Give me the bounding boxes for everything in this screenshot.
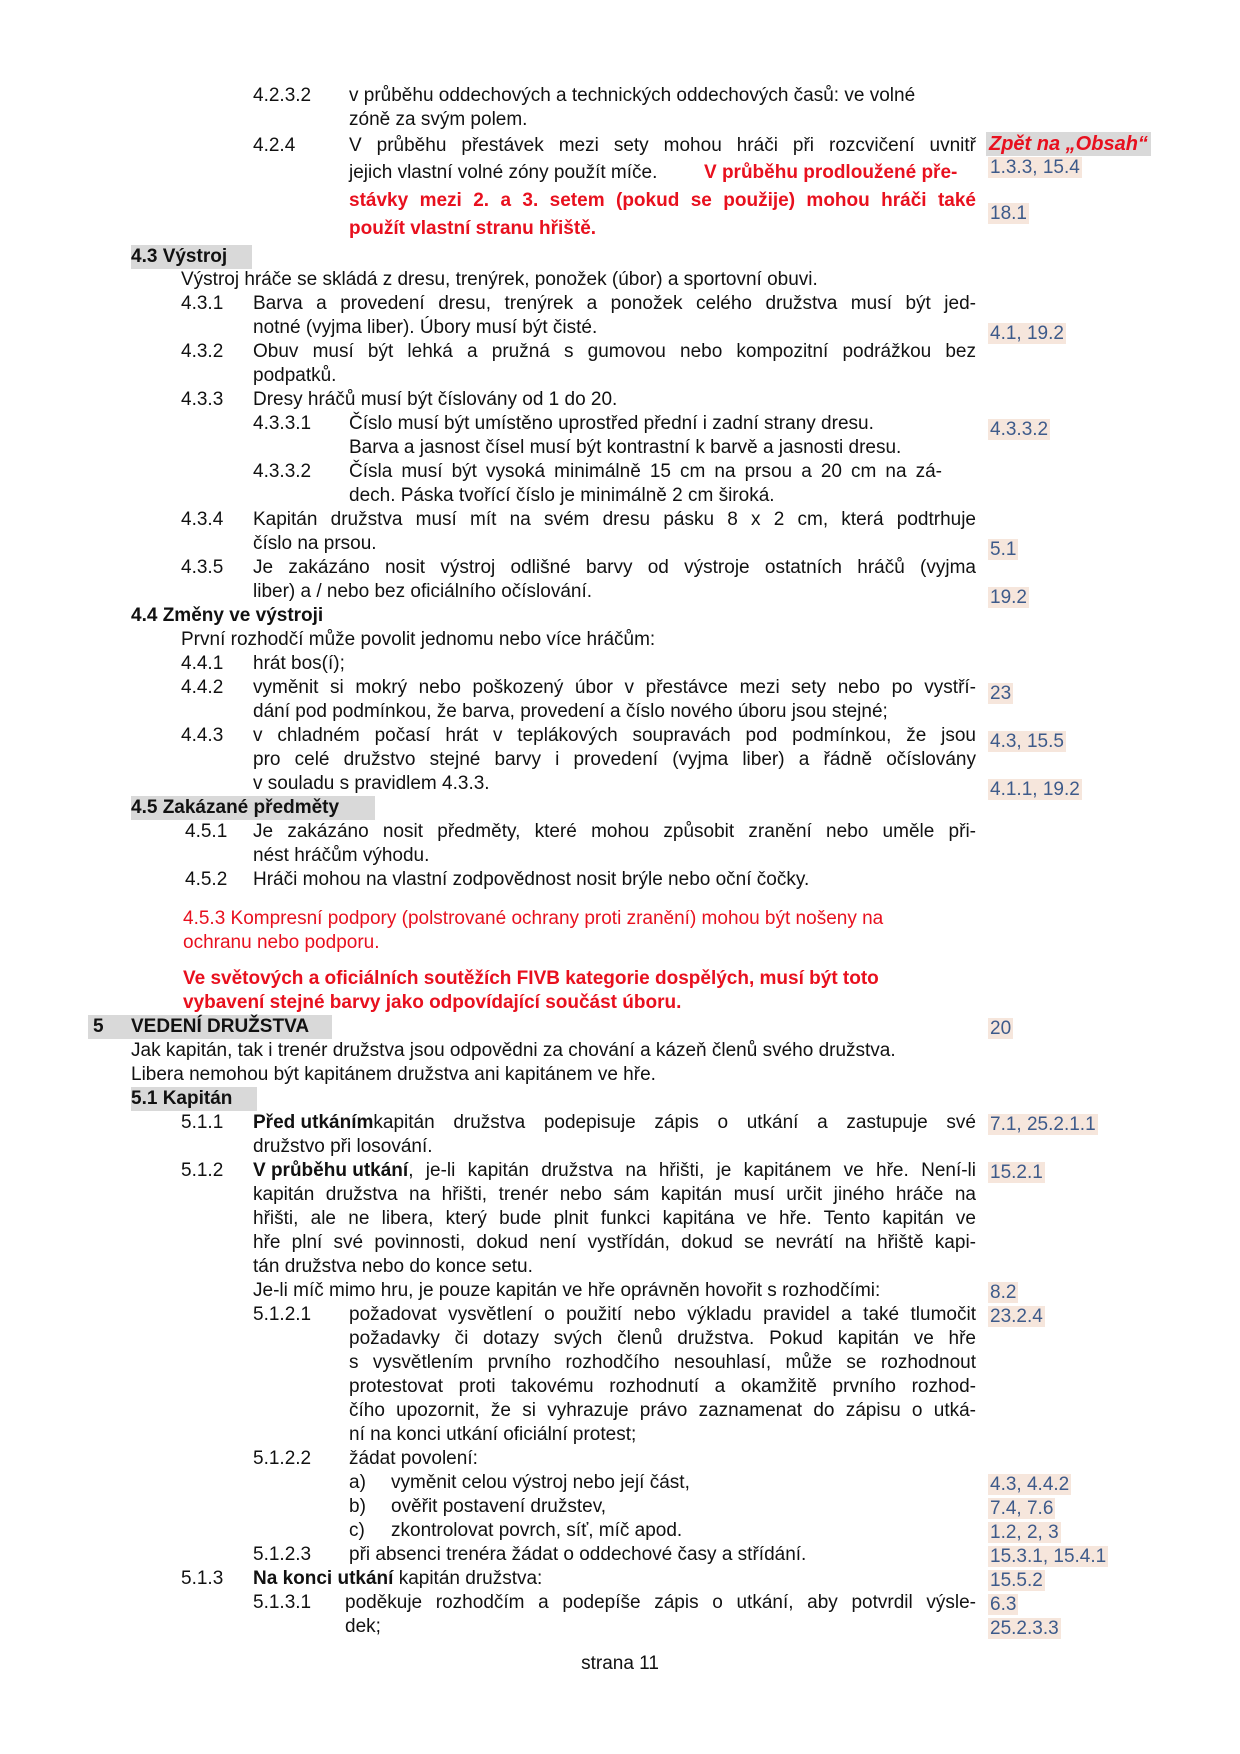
rule-text-rest: , je-li kapitán družstva na hřišti, je kapitánem ve hře. Není-li (408, 1160, 976, 1181)
rule-text: Kapitán družstva musí mít na svém dresu pásku 8 x 2 cm, která podtrhuje (253, 509, 976, 530)
rule-number: 4.3.1 (181, 293, 224, 314)
reference-link[interactable]: 23.2.4 (990, 1306, 1043, 1327)
rule-text-amended: ochranu nebo podporu. (183, 932, 380, 953)
rule-number: 4.3.5 (181, 557, 224, 578)
margin-reference[interactable] (988, 1113, 1098, 1137)
rule-text-amended: vybavení stejné barvy jako odpovídající součást úboru. (183, 992, 682, 1013)
rule-lead-bold: Na konci utkání (253, 1568, 394, 1589)
reference-link[interactable]: 19.2 (990, 587, 1027, 608)
reference-link[interactable]: 4.1, 19.2 (990, 323, 1064, 344)
margin-reference[interactable] (988, 1545, 1108, 1569)
rule-text-amended: 4.5.3 Kompresní podpory (polstrované ochrany proti zranění) mohou být nošeny na (183, 908, 884, 929)
reference-link[interactable]: 4.3, 15.5 (990, 731, 1064, 752)
reference-link[interactable]: 4.1.1, 19.2 (990, 779, 1080, 800)
rule-text-amended: stávky mezi 2. a 3. setem (pokud se použije) mohou hráči také (349, 190, 976, 211)
list-item: ověřit postavení družstev, (391, 1496, 607, 1517)
rule-text: družstvo při losování. (253, 1136, 433, 1157)
reference-link[interactable]: 4.3, 4.4.2 (990, 1474, 1070, 1495)
reference-link[interactable]: 7.4, 7.6 (990, 1498, 1054, 1519)
rule-number: 4.5.2 (185, 869, 228, 890)
rule-text: požadovat vysvětlení o použití nebo výkladu pravidel a také tlumočit (349, 1304, 976, 1325)
margin-reference[interactable] (988, 1473, 1071, 1497)
rule-text: při absenci trenéra žádat o oddechové časy a střídání. (349, 1544, 807, 1565)
rule-text: Čísla musí být vysoká minimálně 15 cm na prsou a 20 cm na zá- (349, 461, 942, 482)
margin-reference[interactable] (988, 1497, 1055, 1521)
rule-text: dání pod podmínkou, že barva, provedení a číslo nového úboru jsou stejné; (253, 701, 888, 722)
margin-reference[interactable] (988, 1017, 1013, 1041)
rule-text-rest: kapitán družstva: (393, 1568, 543, 1589)
reference-link[interactable]: 5.1 (990, 539, 1017, 560)
reference-link[interactable]: 15.2.1 (990, 1162, 1043, 1183)
paragraph: Libera nemohou být kapitánem družstva ani kapitánem ve hře. (131, 1064, 656, 1085)
rule-number: 5.1.2.3 (253, 1544, 312, 1565)
rule-text: ní na konci utkání oficiální protest; (349, 1424, 637, 1445)
paragraph: První rozhodčí může povolit jednomu nebo více hráčům: (181, 629, 656, 650)
rule-text: V průběhu přestávek mezi sety mohou hráči při rozcvičení uvnitř (349, 135, 976, 156)
rule-number: 4.3.4 (181, 509, 224, 530)
section-heading-5-1: 5.1 Kapitán (131, 1087, 257, 1111)
rule-lead-bold: Před utkáním (253, 1112, 374, 1133)
rule-text: hřišti, ale ne libera, který bude plnit funkci kapitána ve hře. Tento kapitán ve (253, 1208, 976, 1229)
rule-number: 4.3.3.2 (253, 461, 312, 482)
margin-reference[interactable] (988, 202, 1029, 226)
section-heading-4-4: 4.4 Změny ve výstroji (131, 605, 324, 626)
reference-link[interactable]: 4.3.3.2 (990, 419, 1049, 440)
margin-reference[interactable] (988, 1569, 1045, 1593)
rule-text: vyměnit si mokrý nebo poškozený úbor v přestávce mezi sety nebo po vystří- (253, 677, 976, 698)
rule-number: 4.4.2 (181, 677, 224, 698)
reference-link[interactable]: 15.3.1, 15.4.1 (990, 1546, 1107, 1567)
margin-reference[interactable] (988, 778, 1082, 802)
rule-text: liber) a / nebo bez oficiálního očíslování. (253, 581, 593, 602)
reference-link[interactable]: 1.2, 2, 3 (990, 1522, 1059, 1543)
rule-number: 5.1.3.1 (253, 1592, 312, 1613)
rule-text: v souladu s pravidlem 4.3.3. (253, 773, 490, 794)
rule-number: 5.1.1 (181, 1112, 224, 1133)
rule-text: podpatků. (253, 365, 337, 386)
reference-link[interactable]: 18.1 (990, 203, 1027, 224)
reference-link[interactable]: 25.2.3.3 (990, 1618, 1059, 1639)
rule-text (253, 1159, 976, 1183)
margin-reference[interactable] (988, 1617, 1061, 1641)
rule-text: číslo na prsou. (253, 533, 377, 554)
rule-lead-bold: V průběhu utkání (253, 1160, 409, 1181)
rule-text: zóně za svým polem. (349, 109, 528, 130)
rule-number: 5.1.2 (181, 1160, 224, 1181)
chapter-heading-5: VEDENÍ DRUŽSTVA (131, 1016, 310, 1037)
rule-text: v chladném počasí hrát v teplákových soupravách pod podmínkou, že jsou (253, 725, 976, 746)
rule-text: dech. Páska tvořící číslo je minimálně 2 cm široká. (349, 485, 775, 506)
rule-text: Barva a jasnost čísel musí být kontrastní k barvě a jasnosti dresu. (349, 437, 902, 458)
rule-number: 4.3.3.1 (253, 413, 312, 434)
rule-text: v průběhu oddechových a technických oddechových časů: ve volné (349, 85, 916, 106)
rule-text: notné (vyjma liber). Úbory musí být čisté. (253, 317, 598, 338)
rule-text: hře plní své povinnosti, dokud není vystřídán, dokud se nevrátí na hřiště kapi- (253, 1232, 976, 1253)
margin-reference[interactable] (988, 1161, 1045, 1185)
reference-link[interactable]: 1.3.3, 15.4 (990, 157, 1080, 178)
margin-reference[interactable] (988, 1593, 1018, 1617)
list-item: vyměnit celou výstroj nebo její část, (391, 1472, 690, 1493)
back-to-contents-link[interactable]: Zpět na „Obsah“ (986, 132, 1151, 156)
paragraph: Jak kapitán, tak i trenér družstva jsou odpovědni za chování a kázeň členů svého družstva. (131, 1040, 896, 1061)
rule-text: protestovat proti takovému rozhodnutí a okamžitě prvního rozhod- (349, 1376, 976, 1397)
paragraph: Výstroj hráče se skládá z dresu, trenýrek, ponožek (úbor) a sportovní obuvi. (181, 269, 818, 290)
section-heading-4-5: 4.5 Zakázané předměty (131, 796, 375, 820)
rule-text (253, 1567, 542, 1591)
rule-text: Hráči mohou na vlastní zodpovědnost nosit brýle nebo oční čočky. (253, 869, 810, 890)
chapter-number: 5 (93, 1016, 104, 1037)
rule-number: 4.2.3.2 (253, 85, 312, 106)
section-heading-4-3: 4.3 Výstroj (131, 245, 252, 269)
rule-number: 4.2.4 (253, 135, 296, 156)
rule-text: Je zakázáno nosit výstroj odlišné barvy od výstroje ostatních hráčů (vyjma (253, 557, 976, 578)
reference-link[interactable]: 23 (990, 683, 1012, 704)
reference-link[interactable]: 8.2 (990, 1282, 1017, 1303)
rule-text: požadavky či dotazy svých členů družstva. Pokud kapitán ve hře (349, 1328, 976, 1349)
rule-number: 4.3.3 (181, 389, 224, 410)
rule-text: pro celé družstvo stejné barvy i provedení (vyjma liber) a řádně očíslovány (253, 749, 976, 770)
rule-text: čího upozornit, že si vyhrazuje právo zaznamenat do zápisu o utká- (349, 1400, 976, 1421)
reference-link[interactable]: 7.1, 25.2.1.1 (990, 1114, 1096, 1135)
list-item: zkontrolovat povrch, síť, míč apod. (391, 1520, 683, 1541)
rule-text-amended: použít vlastní stranu hřiště. (349, 218, 597, 239)
margin-reference[interactable] (988, 322, 1066, 346)
margin-reference[interactable] (988, 730, 1066, 754)
rule-number: 4.4.1 (181, 653, 224, 674)
rule-text-rest: kapitán družstva podepisuje zápis o utkání a zastupuje své (373, 1112, 976, 1133)
rule-text: žádat povolení: (349, 1448, 478, 1469)
rule-text (253, 1111, 976, 1135)
margin-reference[interactable] (988, 418, 1050, 442)
rule-text: poděkuje rozhodčím a podepíše zápis o utkání, aby potvrdil výsle- (345, 1592, 976, 1613)
rule-number: 4.3.2 (181, 341, 224, 362)
margin-reference[interactable] (988, 1521, 1061, 1545)
rule-number: 5.1.2.2 (253, 1448, 312, 1469)
rule-text: tán družstva nebo do konce setu. (253, 1256, 533, 1277)
rule-text: Je-li míč mimo hru, je pouze kapitán ve hře oprávněn hovořit s rozhodčími: (253, 1280, 881, 1301)
rule-number: 5.1.3 (181, 1568, 224, 1589)
rule-text-amended: V průběhu prodloužené pře- (704, 162, 958, 183)
rule-text: dek; (345, 1616, 381, 1637)
margin-reference[interactable] (988, 1305, 1045, 1329)
margin-reference[interactable] (988, 682, 1013, 706)
page-number: strana 11 (581, 1653, 659, 1674)
rule-number: 4.5.1 (185, 821, 228, 842)
rule-text: kapitán družstva na hřišti, trenér nebo sám kapitán musí určit jiného hráče na (253, 1184, 976, 1205)
margin-reference[interactable] (988, 586, 1029, 610)
rule-number: 5.1.2.1 (253, 1304, 312, 1325)
rule-text: s vysvětlením prvního rozhodčího nesouhlasí, může se rozhodnout (349, 1352, 976, 1373)
rule-text: Dresy hráčů musí být číslovány od 1 do 20. (253, 389, 618, 410)
rule-text: Obuv musí být lehká a pružná s gumovou nebo kompozitní podrážkou bez (253, 341, 976, 362)
rule-text: nést hráčům výhodu. (253, 845, 430, 866)
rule-text: Je zakázáno nosit předměty, které mohou způsobit zranění nebo uměle při- (253, 821, 976, 842)
reference-link[interactable]: 6.3 (990, 1594, 1017, 1615)
margin-reference[interactable] (988, 1281, 1018, 1305)
reference-link[interactable]: 15.5.2 (990, 1570, 1043, 1591)
rule-number: 4.4.3 (181, 725, 224, 746)
rule-text: hrát bos(í); (253, 653, 345, 674)
margin-reference[interactable] (988, 156, 1082, 180)
rule-text-amended: Ve světových a oficiálních soutěžích FIVB kategorie dospělých, musí být toto (183, 968, 879, 989)
rule-text: Číslo musí být umístěno uprostřed přední i zadní strany dresu. (349, 413, 874, 434)
rule-text: Barva a provedení dresu, trenýrek a ponožek celého družstva musí být jed- (253, 293, 976, 314)
list-marker: c) (349, 1520, 365, 1541)
list-marker: a) (349, 1472, 366, 1493)
reference-link[interactable]: 20 (990, 1018, 1012, 1039)
list-marker: b) (349, 1496, 366, 1517)
margin-reference[interactable] (988, 538, 1018, 562)
rule-text: jejich vlastní volné zóny použít míče. (349, 162, 658, 183)
